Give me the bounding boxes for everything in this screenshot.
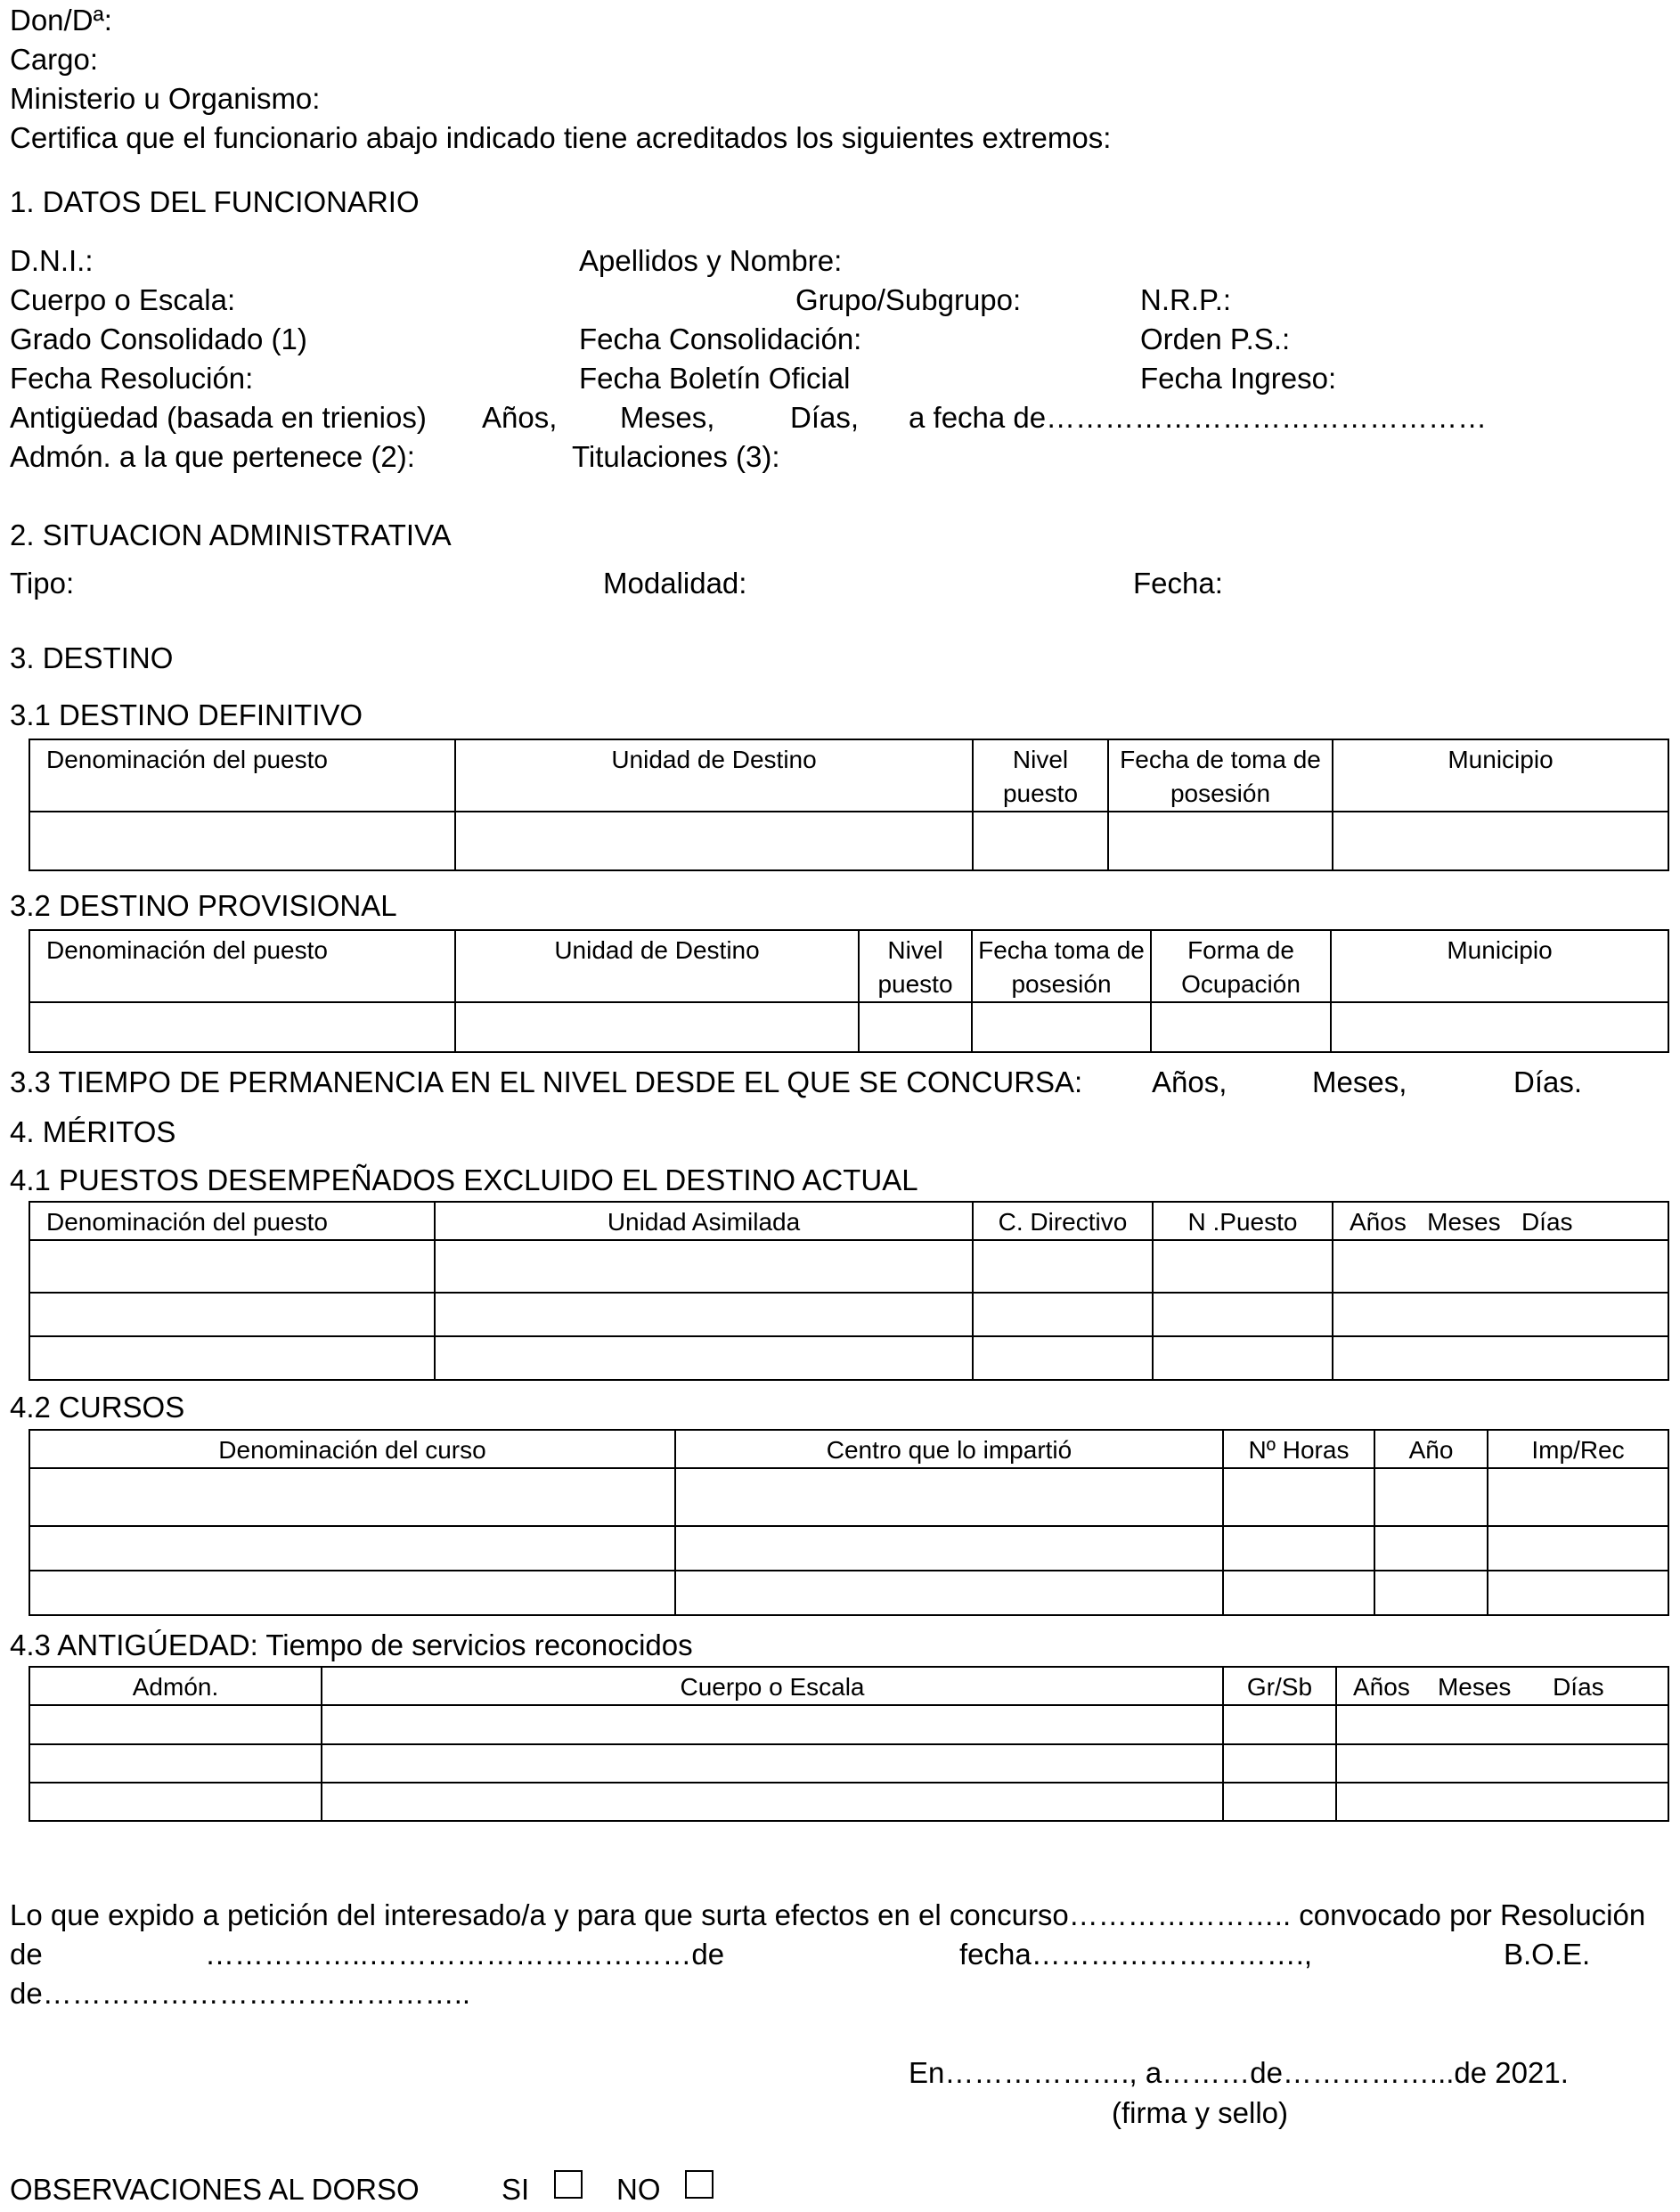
table-cell[interactable] (973, 1240, 1153, 1293)
antiguedad-fecha: a fecha de……………………………………… (909, 401, 1488, 434)
table-cell[interactable] (435, 1336, 973, 1380)
header-cell: Denominación del curso (29, 1430, 675, 1468)
orden-label: Orden P.S.: (1140, 322, 1291, 355)
header-cell: Gr/Sb (1223, 1667, 1336, 1705)
table-cell[interactable] (1488, 1468, 1668, 1526)
section-4-3-title: 4.3 ANTIGÚEDAD: Tiempo de servicios reconocidos (10, 1628, 693, 1661)
table-cell[interactable] (1223, 1783, 1336, 1821)
fecha-ingreso-label: Fecha Ingreso: (1140, 362, 1337, 395)
table-cell[interactable] (1153, 1240, 1333, 1293)
table-cell[interactable] (973, 1293, 1153, 1336)
table-cell[interactable] (675, 1571, 1223, 1615)
table-cell[interactable] (29, 1002, 455, 1052)
table-cell[interactable] (1488, 1571, 1668, 1615)
table-cell[interactable] (1333, 1293, 1668, 1336)
header-cell: N .Puesto (1153, 1202, 1333, 1240)
header-cell: Imp/Rec (1488, 1430, 1668, 1468)
header-cell: Nivel puesto (859, 930, 972, 1002)
cuerpo-label: Cuerpo o Escala: (10, 283, 236, 316)
table-cell[interactable] (29, 1783, 322, 1821)
table-cell[interactable] (29, 1240, 435, 1293)
section-3-2-title: 3.2 DESTINO PROVISIONAL (10, 889, 397, 922)
table-cell[interactable] (675, 1526, 1223, 1571)
table-cell[interactable] (435, 1240, 973, 1293)
ministerio-label: Ministerio u Organismo: (10, 82, 321, 115)
table-cell[interactable] (1331, 1002, 1668, 1052)
table-cell[interactable] (455, 812, 973, 870)
antiguedad-dias: Días, (790, 401, 860, 434)
antiguedad-anos: Años, (482, 401, 558, 434)
table-cell[interactable] (435, 1293, 973, 1336)
admon-label: Admón. a la que pertenece (2): (10, 440, 415, 473)
section-4-2-title: 4.2 CURSOS (10, 1391, 185, 1424)
table-cell[interactable] (1223, 1571, 1374, 1615)
section-4-title: 4. MÉRITOS (10, 1115, 176, 1148)
table-cell[interactable] (1223, 1526, 1374, 1571)
apellidos-label: Apellidos y Nombre: (579, 244, 843, 277)
table-cell[interactable] (675, 1468, 1223, 1526)
section-1-title: 1. DATOS DEL FUNCIONARIO (10, 185, 420, 218)
table-cell[interactable] (1223, 1705, 1336, 1744)
puestos-table (29, 1201, 1669, 1381)
section-3-title: 3. DESTINO (10, 641, 174, 674)
header-cell: Denominación del puesto (29, 739, 455, 812)
table-cell[interactable] (455, 1002, 859, 1052)
table-cell[interactable] (1488, 1526, 1668, 1571)
table-cell[interactable] (1374, 1571, 1488, 1615)
certifica-text: Certifica que el funcionario abajo indicado tiene acreditados los siguientes extremos: (10, 121, 1112, 154)
table-cell[interactable] (1108, 812, 1333, 870)
titulaciones-label: Titulaciones (3): (572, 440, 780, 473)
table-cell[interactable] (29, 1526, 675, 1571)
table-cell[interactable] (1336, 1783, 1668, 1821)
permanencia-anos: Años, (1152, 1065, 1227, 1098)
table-cell[interactable] (859, 1002, 972, 1052)
table-cell[interactable] (29, 1293, 435, 1336)
modalidad-label: Modalidad: (603, 567, 747, 600)
header-cell: Fecha toma de posesión (972, 930, 1151, 1002)
table-cell[interactable] (29, 812, 455, 870)
header-cell: Año (1374, 1430, 1488, 1468)
table-cell[interactable] (973, 1336, 1153, 1380)
header-cell: Cuerpo o Escala (322, 1667, 1223, 1705)
table-cell[interactable] (973, 812, 1108, 870)
section-2-title: 2. SITUACION ADMINISTRATIVA (10, 518, 452, 551)
expide-de: de (10, 1938, 43, 1971)
table-cell[interactable] (29, 1571, 675, 1615)
header-cell: Nº Horas (1223, 1430, 1374, 1468)
table-cell[interactable] (1223, 1744, 1336, 1783)
permanencia-dias: Días. (1513, 1065, 1583, 1098)
table-cell[interactable] (322, 1744, 1223, 1783)
antiguedad-label: Antigüedad (basada en trienios) (10, 401, 427, 434)
table-cell[interactable] (29, 1705, 322, 1744)
table-cell[interactable] (1374, 1526, 1488, 1571)
table-cell[interactable] (1223, 1468, 1374, 1526)
table-cell[interactable] (1333, 812, 1668, 870)
table-cell[interactable] (322, 1705, 1223, 1744)
firma-sello: (firma y sello) (1112, 2096, 1289, 2129)
table-cell[interactable] (29, 1336, 435, 1380)
header-cell: Municipio (1333, 739, 1668, 812)
cargo-label: Cargo: (10, 43, 99, 76)
observaciones-label: OBSERVACIONES AL DORSO (10, 2173, 420, 2206)
table-cell[interactable] (1153, 1336, 1333, 1380)
section-4-1-title: 4.1 PUESTOS DESEMPEÑADOS EXCLUIDO EL DESTINO ACTUAL (10, 1163, 918, 1196)
fecha-boletin-label: Fecha Boletín Oficial (579, 362, 851, 395)
si-checkbox[interactable] (554, 2170, 583, 2199)
expide-boe: B.O.E. (1504, 1938, 1591, 1971)
expide-fecha: fecha………………………., (959, 1938, 1313, 1971)
cursos-table (29, 1429, 1669, 1616)
header-cell: Nivel puesto (973, 739, 1108, 812)
header-cell: Admón. (29, 1667, 322, 1705)
table-cell[interactable] (1336, 1744, 1668, 1783)
destino-definitivo-table (29, 739, 1669, 871)
dni-label: D.N.I.: (10, 244, 94, 277)
header-cell: Unidad de Destino (455, 739, 973, 812)
header-cell: Unidad Asimilada (435, 1202, 973, 1240)
header-cell: Denominación del puesto (29, 930, 455, 1002)
destino-provisional-table (29, 929, 1669, 1053)
header-cell: Fecha de toma de posesión (1108, 739, 1333, 812)
table-cell[interactable] (29, 1468, 675, 1526)
table-cell[interactable] (1151, 1002, 1331, 1052)
antiguedad-meses: Meses, (620, 401, 715, 434)
permanencia-meses: Meses, (1312, 1065, 1407, 1098)
table-cell[interactable] (322, 1783, 1223, 1821)
header-cell: Unidad de Destino (455, 930, 859, 1002)
header-cell: Municipio (1331, 930, 1668, 1002)
fecha-label: Fecha: (1133, 567, 1223, 600)
fecha-consolidacion-label: Fecha Consolidación: (579, 322, 862, 355)
header-cell: Años Meses Días (1333, 1202, 1668, 1240)
table-cell[interactable] (1333, 1336, 1668, 1380)
header-cell: Años Meses Días (1336, 1667, 1668, 1705)
no-label: NO (616, 2173, 661, 2206)
don-label: Don/Dª: (10, 4, 112, 37)
permanencia-label: 3.3 TIEMPO DE PERMANENCIA EN EL NIVEL DESDE EL QUE SE CONCURSA: (10, 1065, 1083, 1098)
expide-text: Lo que expido a petición del interesado/a y para que surta efectos en el concurso………………….. convocado por Resolución (10, 1898, 1646, 1931)
header-cell: Forma de Ocupación (1151, 930, 1331, 1002)
grupo-label: Grupo/Subgrupo: (795, 283, 1022, 316)
si-label: SI (502, 2173, 530, 2206)
tipo-label: Tipo: (10, 567, 75, 600)
table-cell[interactable] (1336, 1705, 1668, 1744)
grado-label: Grado Consolidado (1) (10, 322, 307, 355)
fecha-resolucion-label: Fecha Resolución: (10, 362, 254, 395)
section-3-1-title: 3.1 DESTINO DEFINITIVO (10, 698, 363, 731)
antiguedad-table (29, 1666, 1669, 1822)
header-cell: Denominación del puesto (29, 1202, 435, 1240)
lugar-fecha: En………………., a………de……………...de 2021. (909, 2056, 1569, 2089)
no-checkbox[interactable] (685, 2170, 714, 2199)
table-cell[interactable] (972, 1002, 1151, 1052)
table-cell[interactable] (1153, 1293, 1333, 1336)
table-cell[interactable] (29, 1744, 322, 1783)
header-cell: Centro que lo impartió (675, 1430, 1223, 1468)
table-cell[interactable] (1374, 1468, 1488, 1526)
nrp-label: N.R.P.: (1140, 283, 1232, 316)
expide-dots: ……………..……………………………de (205, 1938, 725, 1971)
table-cell[interactable] (1333, 1240, 1668, 1293)
header-cell: C. Directivo (973, 1202, 1153, 1240)
expide-de-boe: de…………………………………….. (10, 1977, 471, 2010)
